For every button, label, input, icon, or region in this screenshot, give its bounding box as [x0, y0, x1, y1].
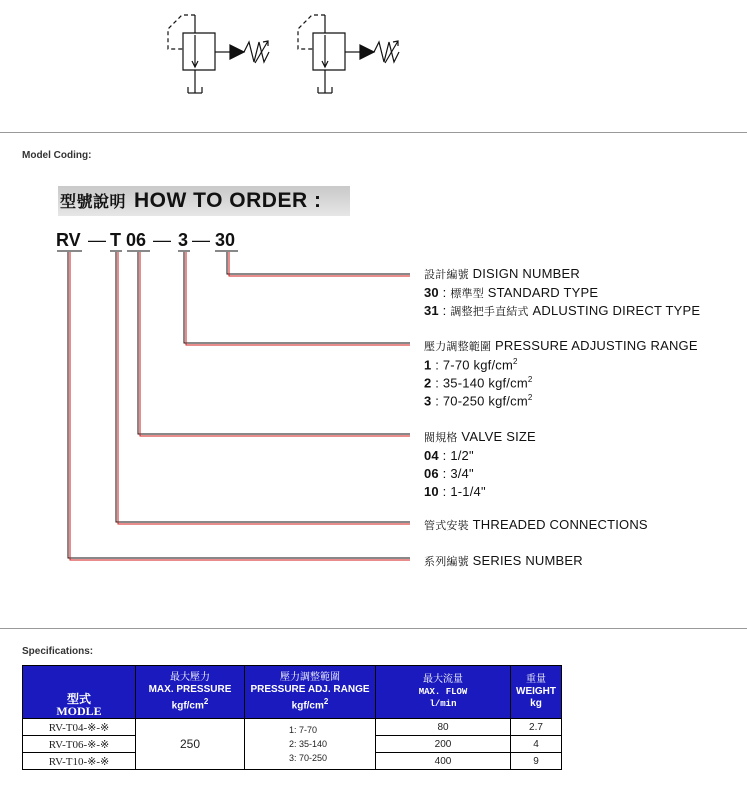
cell-model: RV-T06-※-※	[23, 736, 136, 753]
pressure-text-2: 35-140 kgf/cm	[442, 375, 528, 391]
cell-flow: 400	[376, 753, 511, 770]
leader-series-red	[70, 252, 410, 560]
series-title: SERIES NUMBER	[472, 553, 583, 568]
leader-pressure	[184, 252, 410, 343]
range-1: 1: 7-70	[289, 725, 318, 735]
cell-model: RV-T04-※-※	[23, 719, 136, 736]
code-dash-1: —	[88, 230, 106, 250]
leader-thread-red	[118, 252, 410, 524]
leader-series	[68, 252, 410, 558]
code-dash-2: —	[153, 230, 171, 250]
cell-flow: 80	[376, 719, 511, 736]
pressure-item-3: 3 : 70-250 kgf/$cm^2$	[424, 393, 533, 409]
header-max-flow-unit: l/min	[429, 699, 457, 709]
size-code-04: 04	[424, 448, 439, 463]
code-size: 06	[126, 230, 147, 250]
pressure-code-2: 2	[424, 375, 432, 391]
code-design: 30	[215, 230, 236, 250]
header-max-flow-en: MAX. FLOW	[418, 687, 468, 697]
header-weight	[511, 666, 562, 719]
header-model-cjk: 型式	[66, 692, 91, 706]
pressure-text-1: 7-70 kgf/cm	[442, 357, 513, 373]
cell-weight: 4	[511, 736, 562, 753]
code-rv: RV	[56, 230, 81, 250]
leader-pressure-red	[186, 252, 410, 345]
cell-pressure-ranges	[245, 719, 376, 770]
header-max-pressure-unit-wrap	[138, 696, 242, 712]
pressure-heading	[424, 338, 698, 354]
design-code-30: 30	[424, 285, 439, 300]
cell-weight: 2.7	[511, 719, 562, 736]
pressure-code-3: 3	[424, 393, 432, 409]
code-t: T	[110, 230, 121, 250]
pressure-cjk: 壓力調整範圍	[424, 341, 492, 353]
pressure-sup-3: 2	[527, 393, 533, 402]
leader-size-red	[140, 252, 410, 436]
pressure-code-1: 1	[424, 357, 432, 373]
header-model-en: MODLE	[56, 704, 102, 718]
how-to-order-cjk: 型號說明	[60, 194, 127, 211]
pressure-sup-2: 2	[527, 375, 533, 384]
size-heading	[424, 429, 536, 445]
header-max-pressure-unit: kgf/cm	[171, 700, 204, 712]
code-dash-3: —	[192, 230, 210, 250]
design-cjk-30: 標準型	[450, 288, 484, 300]
size-cjk: 閥規格	[424, 432, 458, 444]
size-text-04: 1/2"	[450, 448, 474, 463]
size-code-10: 10	[424, 484, 439, 499]
cell-max-pressure: 250	[136, 719, 245, 770]
range-3: 3: 70-250	[289, 753, 328, 763]
cell-flow: 200	[376, 736, 511, 753]
design-title: DISIGN NUMBER	[472, 266, 580, 281]
design-heading	[424, 266, 580, 282]
header-max-pressure	[136, 666, 245, 719]
header-pressure-range-en: PRESSURE ADJ. RANGE	[250, 683, 370, 695]
header-pressure-range-unit: kgf/cm	[291, 700, 324, 712]
header-pressure-range	[245, 666, 376, 719]
header-weight-en: WEIGHT	[516, 686, 556, 697]
divider-bottom	[0, 628, 747, 629]
table-row	[23, 719, 562, 736]
pressure-text-3: 70-250 kgf/cm	[442, 393, 528, 409]
size-item-06: 06 : 3/4"	[424, 466, 474, 481]
header-weight-unit: kg	[530, 698, 542, 709]
range-2: 2: 35-140	[289, 739, 328, 749]
code-pressure: 3	[178, 230, 189, 250]
size-title: VALVE SIZE	[461, 429, 536, 444]
design-cjk: 設計編號	[424, 269, 469, 281]
size-text-10: 1-1/4"	[450, 484, 486, 499]
size-text-06: 3/4"	[450, 466, 474, 481]
specifications-label: Specifications:	[22, 646, 94, 657]
spec-header-row	[23, 666, 562, 719]
thread-cjk: 管式安裝	[424, 520, 469, 532]
thread-heading	[424, 517, 648, 533]
cell-model: RV-T10-※-※	[23, 753, 136, 770]
design-text-30: STANDARD TYPE	[487, 285, 599, 300]
pressure-item-1: 1 : 7-70 kgf/$cm^2$	[424, 357, 518, 373]
design-cjk-31: 調整把手直結式	[450, 306, 529, 318]
how-to-order-en: HOW TO ORDER :	[134, 189, 322, 212]
series-cjk: 系列編號	[424, 556, 469, 568]
size-code-06: 06	[424, 466, 439, 481]
model-coding-label: Model Coding:	[22, 150, 92, 161]
header-weight-cjk: 重量	[526, 674, 546, 685]
leader-design	[227, 252, 410, 274]
header-max-pressure-cjk: 最大壓力	[170, 671, 210, 683]
size-item-10: 10 : 1-1/4"	[424, 484, 486, 499]
pressure-item-2: 2 : 35-140 kgf/$cm^2$	[424, 375, 533, 391]
design-code-31: 31	[424, 303, 439, 318]
header-max-pressure-en: MAX. PRESSURE	[148, 683, 232, 695]
header-max-flow-cjk: 最大流量	[423, 674, 463, 685]
design-item-30: 30 : 標準型 STANDARD TYPE	[424, 285, 599, 300]
design-text-31: ADLUSTING DIRECT TYPE	[532, 303, 701, 318]
header-pressure-range-sup: 2	[323, 696, 329, 706]
leader-design-red	[229, 252, 410, 276]
cell-weight: 9	[511, 753, 562, 770]
header-max-pressure-sup: 2	[203, 696, 209, 706]
size-item-04: 04 : 1/2"	[424, 448, 474, 463]
spec-table	[22, 665, 562, 770]
header-pressure-range-cjk: 壓力調整範圍	[280, 671, 340, 683]
header-model	[23, 666, 136, 719]
series-heading	[424, 553, 583, 569]
header-max-flow	[376, 666, 511, 719]
pressure-sup-1: 2	[513, 357, 518, 366]
leader-thread	[116, 252, 410, 522]
thread-title: THREADED CONNECTIONS	[472, 517, 648, 532]
header-pressure-range-unit-wrap	[247, 696, 373, 712]
pressure-title: PRESSURE ADJUSTING RANGE	[495, 338, 698, 353]
design-item-31: 31 : 調整把手直結式 ADLUSTING DIRECT TYPE	[424, 303, 701, 318]
